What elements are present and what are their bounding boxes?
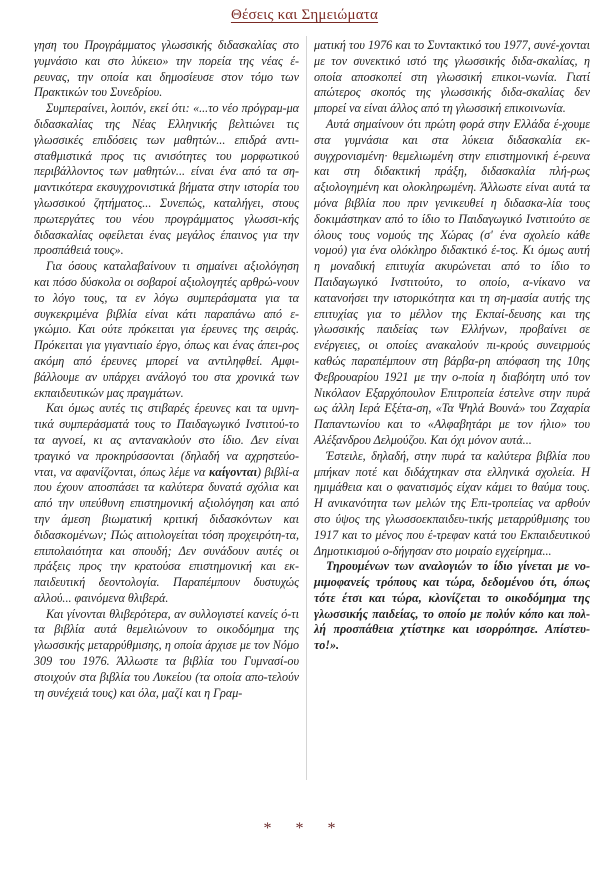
page-header (0, 6, 609, 24)
section-separator: * * * (263, 820, 346, 837)
paragraph: Έστειλε, δηλαδή, στην πυρά τα καλύτερα βιβλία που μπήκαν ποτέ και διδάχτηκαν στα ελληνικά σχολεία. Η ημιμάθεια και ο φανατισμός είχαν κάμει το θαύμα τους. Η ανικανότητα των μελών της Επι-τροπείας να αρθούν στο ύψος της γλωσσοεκπαιδευ-τικής μεταρρύθμισης του 1917 και το μένος που έ-τρεφαν κατά του Εκπαιδευτικού Δημοτικισμού ο-δήγησαν στο μοιραίο εγχείρημα... (314, 448, 590, 558)
closing-quote-paragraph: Τηρουμένων των αναλογιών το ίδιο γίνεται με νο-μιμοφανείς τρόπους και τώρα, δεδομένου ότι, όπως τότε έτσι και τώρα, κλονίζεται το οικοδόμημα της γλωσσικής παιδείας, το οποίο με πολύν κόπο και πολ-λή προσπάθεια χτίστηκε και ισορρόπησε. Απίστευ-το!». (314, 559, 590, 653)
left-column (34, 38, 299, 701)
paragraph: Για όσους καταλαβαίνουν τι σημαίνει αξιολόγηση και πόσο δύσκολα οι σοβαροί αξιολογητές αρθρώ-νουν το λόγο τους, τα εν λόγω συμπεράσματα για τα συγκεκριμένα βιβλία είναι κάτι παραπάνω από ε-γκώμιο. Και ούτε πρόκειται για έρευνες της σειράς. Πρόκειται για γιγαντιαίο έργο, όπως και ένας άπει-ρος ακόμη από έρευνες μπορεί να αντιληφθεί. Αμφι-βάλλουμε αν υπάρχει ανάλογό του στα χρονικά των εκπαιδευτικών μας πραγμάτων. (34, 259, 299, 400)
paragraph: ματική του 1976 και το Συντακτικό του 1977, συνέ-χονται με τον συνεκτικό ιστό της γλωσσικής διδα-σκαλίας, η οποία αποσκοπεί στη γλωσσική επικοι-νωνία. Γιατί απώτερος σκοπός της γλωσσικής διδα-σκαλίας δεν μπορεί να είναι άλλος από τη γλωσσική επικοινωνία. (314, 38, 590, 116)
column-divider (306, 36, 307, 780)
paragraph: Συμπεραίνει, λοιπόν, εκεί ότι: «...το νέο πρόγραμ-μα διδασκαλίας της Νέας Ελληνικής βελτιώνει τις γλωσσικές επιδόσεις των μαθητών... επιδρά αντι-σταθμιστικά προς τις ανισότητες του μορφωτικού περιβάλλοντος των μαθητών... είναι ένα από τα ση-μαντικότερα εκσυγχρονιστικά βήματα στην ιστορία του γλωσσικού ζητήματος... Συνεπώς, καταλήγει, στους πρωτεργάτες του νέου προγράμματος γλωσσι-κής διδασκαλίας οφείλεται ένας μεγάλος έπαινος για την προσπάθειά τους». (34, 101, 299, 258)
emphasis-text: καίγονται (209, 464, 257, 479)
paragraph: Αυτά σημαίνουν ότι πρώτη φορά στην Ελλάδα έ-χουμε στα γυμνάσια και στα λύκεια διδασκαλία εκ-συγχρονισμένη· θεμελιωμένη στην επιστημονική έ-ρευνα και στη διδακτική πράξη, διδασκαλία πλή-ρως αξιολογημένη και ολοκληρωμένη. Άλλωστε είναι αυτά τα μόνα βιβλία που πριν γενικευθεί η διδασκα-λία τους δοκιμάστηκαν από το ίδιο το Παιδαγωγικό Ινστιτούτο σε όλους τους νομούς της Χώρας (σ' ένα σχολείο κάθε νομού) για ένα ολόκληρο διδακτικό έ-τος. Κι όμως αυτή η μοναδική επιτυχία ακυρώνεται από το ίδιο το Παιδαγωγικό Ινστιτούτο, το οποίο, α-νίκανο να κατανοήσει την ιστορικότητα και τη ση-μασία αυτής της επιτυχίας για το μέλλον της Εκπαί-δευσης και της γλωσσικής παιδείας των Ελλήνων, προβαίνει σε ενέργειες, οι οποίες ανακαλούν πι-κρούς συνειρμούς καθώς παραπέμπουν στη βάρβα-ρη απόφαση της 10ης Φεβρουαρίου 1921 με την ο-ποία η διαβόητη υπό τον Νικόλαον Εξαρχόπουλον Επιτροπεία έστελνε στην πυρά ως άλλη Ιερά Εξέτα-ση, «Τα Ψηλά Βουνά» του Ζαχαρία Παπαντωνίου και το «Αλφαβητάρι με τον ήλιο» του Αλέξανδρου Δελμούζου. Και όχι μόνον αυτά... (314, 116, 590, 447)
right-column (314, 38, 590, 654)
paragraph-text: ) βιβλί-α που έχουν αποσπάσει τα καλύτερα δυνατά σχόλια και από την υπεύθυνη επιστημονική αξιολόγηση και από την άμεση βιωματική κριτική διδασκόντων και διδασκομένων; Πώς αιτιολογείται τόση προχειρότη-τα, επιπολαιότητα και σπουδή; Δεν συνάδουν αυτές οι πράξεις προς την κρατούσα επιστημονική και εκ-παιδευτική δεοντολογία. Παραπέμπουν δυστυχώς αλλού... φαινόμενα θλιβερά. (34, 464, 300, 605)
paragraph: Και γίνονται θλιβερότερα, αν συλλογιστεί κανείς ό-τι τα βιβλία αυτά θεμελιώνουν το οικοδόμημα της γλωσσικής μεταρρύθμισης, η οποία άρχισε με τον Νόμο 309 του 1976. Άλλωστε τα βιβλία του Γυμνασί-ου στοιχούν στα βιβλία του Λυκείου (τα οποία απο-τελούν τη συνέχειά τους) και όλα, μαζί και η Γραμ- (34, 606, 299, 700)
paragraph-text: Και όμως αυτές τις στιβαρές έρευνες και τα υμνη-τικά συμπεράσματά τους το Παιδαγωγικό Ινστιτού-το τα αγνοεί, κι ας αντανακλούν στο ίδιο. Δεν είναι τραγικό να προκηρύσσονται (δηλαδή να αχρηστεύο-νται, να αφανίζονται, όπως λέμε να (34, 401, 299, 479)
section-title: Θέσεις και Σημειώματα (230, 7, 379, 23)
paragraph: γηση του Προγράμματος γλωσσικής διδασκαλίας στο γυμνάσιο και στο λύκειο» την πορεία της νέας έ-ρευνας, την οποία και δημοσίευσε στον τόμο των Πρακτικών του Συνεδρίου. (34, 38, 299, 100)
paragraph (34, 401, 299, 606)
